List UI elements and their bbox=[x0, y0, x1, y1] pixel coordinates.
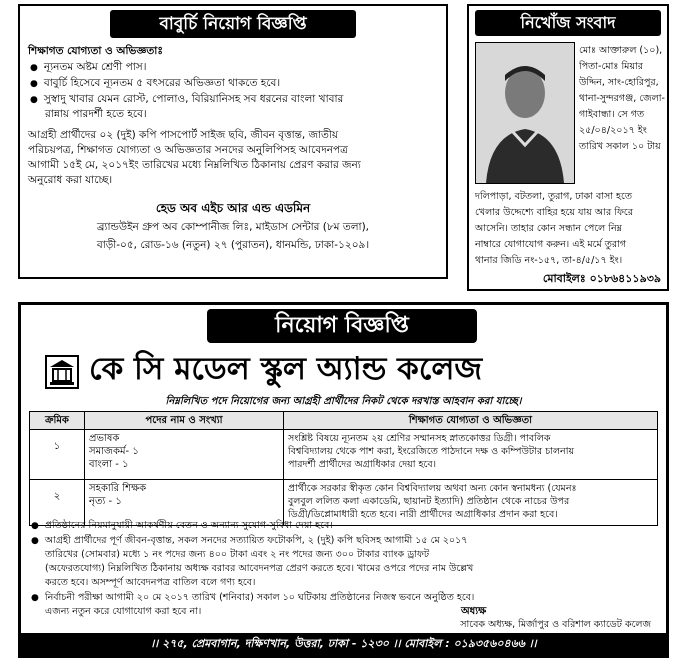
missing-side-2: পিতা-মোঃ মিয়ার bbox=[579, 61, 644, 72]
note-3-line1: ● নির্বাচনী পরীক্ষা আগামী ২০ মে ২০১৭ তারিখ (শনিবার) সকাল ১০ ঘটিকায় প্রতিষ্ঠানের নিজস্ব ভবনে অনুষ্ঠিত হবে। bbox=[31, 591, 474, 605]
missing-body-2: খেলার উদ্দেশ্যে বাহির হয়ে যায় আর ফিরে bbox=[475, 207, 633, 218]
cook-bullet-1: ● ন্যূনতম অষ্টম শ্রেণী পাস। bbox=[30, 60, 147, 75]
table-header-row bbox=[30, 412, 658, 430]
row2-qual-line1: প্রার্থীকে সরকার স্বীকৃত কোন বিশ্ববিদ্যালয় অথবা অন্য কোন স্বনামধন্য (যেমনঃ bbox=[288, 483, 577, 494]
row2-serial: ২ bbox=[30, 480, 85, 526]
note-3-line2: এজন্য নতুন করে যোগাযোগ করা হবে না। bbox=[45, 606, 202, 617]
row1-post bbox=[85, 430, 284, 480]
cook-qual-heading: শিক্ষাগত যোগ্যতা ও অভিজ্ঞতাঃ bbox=[28, 45, 163, 57]
row1-qualification bbox=[284, 430, 658, 480]
school-subtitle: নিম্নলিখিত পদে নিয়োগের জন্য আগ্রহী প্রার্থীদের নিকট থেকে দরখাস্ত আহবান করা যাচ্ছে। bbox=[165, 396, 522, 407]
signature-org: সাবেক অধ্যক্ষ, মির্জাপুর ও বরিশাল ক্যাডেট কলেজ bbox=[460, 619, 651, 630]
missing-body-1: দলিপাড়া, বটতলা, তুরাগ, ঢাকা বাসা হতে bbox=[475, 191, 632, 202]
row1-qual-line3: পারদর্শী প্রার্থীদের অগ্রাধিকার দেয়া হবে। bbox=[288, 459, 437, 470]
row2-qual-line2: বুলবুল ললিত কলা একাডেমি, ছায়ানট ইত্যাদি) প্রতিষ্ঠান থেকে নাচের উপর bbox=[288, 496, 570, 507]
school-logo bbox=[45, 355, 79, 389]
table-header-serial: ক্রমিক bbox=[30, 412, 85, 430]
table-row bbox=[30, 430, 658, 480]
row1-qual-line2: বিশ্ববিদ্যালয় থেকে পাশ করা, ইংরেজিতে পাঠদানে দক্ষ ও কম্পিউটার চালনায় bbox=[288, 446, 575, 457]
cook-bullet-3-cont: রান্নায় পারদর্শী হতে হবে। bbox=[45, 108, 147, 120]
note-1: ● প্রতিষ্ঠানের নিয়মানুযায়ী আকর্ষণীয় বেতন ও অন্যান্য সুযোগ-সুবিধা দেয়া হবে। bbox=[31, 519, 333, 533]
school-name: কে সি মডেল স্কুল অ্যান্ড কলেজ bbox=[89, 351, 483, 387]
cook-address-1: ব্র্যান্ডউইন গ্রুপ অব কোম্পানীজ লিঃ, মাইডাস সেন্টার (৮ম তলা), bbox=[96, 221, 370, 233]
row2-post-line2: নৃত্য - ১ bbox=[89, 496, 122, 507]
school-ad bbox=[18, 302, 669, 658]
cook-ad bbox=[18, 4, 448, 279]
row1-post-line2: সমাজকর্ম- ১ bbox=[89, 446, 139, 457]
cook-address-2: বাড়ী-০৫, রোড-১৬ (নতুন) ২৭ (পুরাতন), ধানমন্ডি, ঢাকা-১২০৯। bbox=[96, 239, 370, 251]
missing-body-5: থানার জিডি নং-১৫৭, তা-৪/৫/১৭ ইং। bbox=[475, 255, 623, 266]
missing-title: নিখোঁজ সংবাদ bbox=[475, 10, 661, 36]
table-header-qualification: শিক্ষাগত যোগ্যতা ও অভিজ্ঞতা bbox=[284, 412, 658, 430]
row1-post-line3: বাংলা - ১ bbox=[89, 459, 129, 470]
signature-title: অধ্যক্ষ bbox=[461, 606, 487, 617]
cook-body-1: আগ্রহী প্রার্থীদের ০২ (দুই) কপি পাসপোর্ট সাইজ ছবি, জীবন বৃত্তান্ত, জাতীয় bbox=[28, 129, 339, 141]
row1-serial: ১ bbox=[30, 430, 85, 480]
missing-body-4: নাম্বারে যোগাযোগ করুন। এই মর্মে তুরাগ bbox=[475, 239, 627, 250]
cook-body-2: পরিচয়পত্র, শিক্ষাগত যোগ্যতা ও অভিজ্ঞতার সনদের অনুলিপিসহ আবেদনপত্র bbox=[28, 144, 348, 156]
school-footer: ।। ২৭৫, প্রেমবাগান, দক্ষিণখান, উত্তরা, ঢাকা - ১২৩০ ।। মোবাইল : ০১৯৩৫৬০৪৬৬ ।। bbox=[21, 633, 666, 655]
cook-bullet-2: ● বাবুর্চি হিসেবে ন্যূনতম ৫ বৎসরের অভিজ্ঞতা থাকতে হবে। bbox=[30, 76, 280, 91]
missing-boy-photo bbox=[475, 42, 575, 184]
cook-bullet-3: ● সুস্বাদু খাবার যেমন রোস্ট, পোলাও, বিরিয়ানিসহ সব ধরনের বাংলা খাবার bbox=[30, 92, 343, 107]
missing-side-3: উদ্দিন, সাং-হোরিপুর, bbox=[579, 77, 659, 88]
positions-table bbox=[29, 411, 658, 526]
row2-qual-line3: ডিগ্রী/ডিপ্লোমাধারী হতে হবে। নারী প্রার্থীদের অগ্রাধিকার প্রদান করা হবে। bbox=[288, 509, 558, 520]
table-header-post: পদের নাম ও সংখ্যা bbox=[85, 412, 284, 430]
note-2-line1: ● আগ্রহী প্রার্থীদের পূর্ণ জীবন-বৃত্তান্ত, সকল সনদের সত্যায়িত ফটোকপি, ২ (দুই) কপি ছবিসহ আগামী ১৫ মে ২০১৭ bbox=[31, 534, 467, 548]
missing-mobile: মোবাইলঃ ০১৮৬৪১১৯৩৯ bbox=[542, 272, 661, 285]
missing-side-4: থানা-সুন্দরগঞ্জ, জেলা- bbox=[579, 93, 665, 104]
row1-post-line1: প্রভাষক bbox=[89, 433, 120, 444]
note-2-line3: (অফেরতযোগ্য) নিম্নলিখিত ঠিকানায় অধ্যক্ষ বরাবর আবেদনপত্র প্রেরণ করতে হবে। খামের ওপরে পদের নাম উল্লেখ bbox=[45, 563, 474, 574]
cook-body-3: আগামী ১৫ই মে, ২০১৭ইং তারিখের মধ্যে নিম্নলিখিত ঠিকানায় প্রেরণ করার জন্য bbox=[28, 159, 361, 171]
note-2-line4: করতে হবে। অসম্পূর্ণ আবেদনপত্র বাতিল বলে গণ্য হবে। bbox=[45, 577, 256, 588]
missing-body-3: আসেনি। তাহার কোন সন্ধান পেলে নিম্ন bbox=[475, 223, 622, 234]
cook-head-title: হেড অব এইচ আর এন্ড এডমিন bbox=[155, 201, 311, 215]
row2-post-line1: সহকারি শিক্ষক bbox=[89, 483, 147, 494]
missing-notice bbox=[467, 4, 669, 291]
cook-body-4: অনুরোধ করা যাচ্ছে। bbox=[28, 174, 113, 186]
missing-side-1: মোঃ আক্তারুল (১০), bbox=[579, 45, 663, 56]
note-2-line2: তারিখের (সোমবার) মধ্যে ১ নং পদের জন্য ৪০০ টাকা এবং ২ নং পদের জন্য ৩০০ টাকার ব্যাংক ড্রাফট bbox=[45, 549, 430, 560]
missing-side-5: গাইবান্ধা। সে গত bbox=[579, 109, 645, 120]
missing-side-7: তারিখ সকাল ১০ টায় bbox=[579, 141, 661, 152]
cook-ad-title: বাবুর্চি নিয়োগ বিজ্ঞপ্তি bbox=[110, 10, 356, 38]
missing-side-6: ২৫/০৪/২০১৭ ইং bbox=[579, 125, 647, 136]
school-ad-title: নিয়োগ বিজ্ঞপ্তি bbox=[207, 309, 477, 343]
row1-qual-line1: সংশ্লিষ্ট বিষয়ে ন্যূনতম ২য় শ্রেণির সম্মানসহ স্নাতকোত্তর ডিগ্রী। পাবলিক bbox=[288, 433, 551, 444]
row2-qualification bbox=[284, 480, 658, 526]
